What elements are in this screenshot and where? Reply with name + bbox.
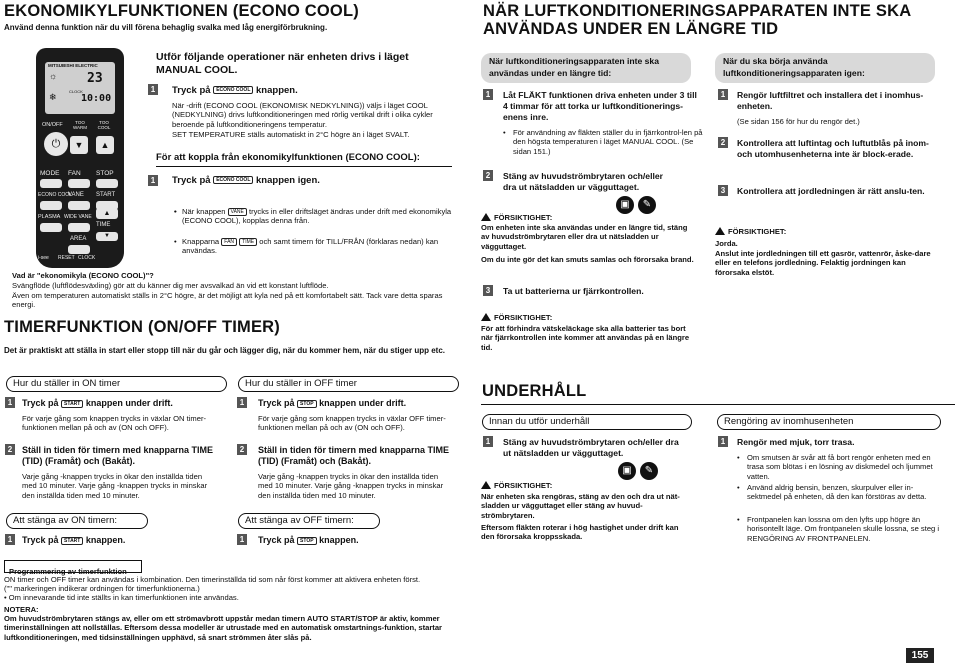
temp-down-button[interactable]: ▼ [70,136,88,154]
c2-step-2: Kontrollera att luftintag och luftutblås på inom- och utomhusenheterna inte är block-erade. [737,138,929,159]
econo-cancel-underline [156,166,452,167]
temp-up-button[interactable]: ▲ [96,136,114,154]
c1-step-3: Ta ut batterierna ur fjärrkontrollen. [503,286,644,296]
econo-bullet-1-b: trycks in eller driftsläget ändras under drift med ekonomikyla (ECONO COOL), kopplas denna från. [182,207,452,226]
breaker-icon: ▣ [616,196,634,214]
unplug-icon-2: ✎ [640,462,658,480]
remote-clock-label: CLOCK [69,89,83,94]
remote-control-illustration [36,48,124,268]
remote-temp: 23 [87,71,103,86]
page-number: 155 [906,648,934,663]
stop-button-icon-2: STOP [297,537,317,545]
area-button[interactable] [68,245,90,254]
ml-plug-icons [614,460,658,480]
programming-heading: Programmering av timerfunktion [9,567,127,576]
off-step-1-suffix: knappen under drift. [319,398,407,408]
econo-cool-subtitle: Använd denna funktion när du vill förena behaglig svalka med låg energiförbrukning. [4,23,328,32]
remote-brand: MITSUBISHI ELECTRIC [48,63,98,68]
c1-warn-head-text: FÖRSIKTIGHET: [494,213,553,222]
econo-bullet-2-mid: och [259,237,272,246]
mr-bullet-2: Använd aldrig bensin, benzen, skurpulver eller in-sektmedel på enheten, då den kan förstöras av detta. [747,483,927,502]
econo-bullet-1 [182,207,457,226]
onoff-button[interactable]: ⏻ [44,132,68,156]
ml-step-marker: 1 [483,436,493,447]
warning-icon [481,213,491,221]
snowflake-icon: ❄ [49,92,57,102]
warning-icon-4 [481,481,491,489]
off-step-2-desc: Varje gång -knappen trycks in ökar den inställda tiden med 10 minuter. Varje gång -knappen trycks in minskar den inställda tiden med 10 minuter. [258,472,444,500]
off-step-1 [258,398,406,409]
off-step-1-desc: För varje gång som knappen trycks in växlar OFF timer-funktionen mellan på och av (ON och OFF). [258,414,446,433]
maint-right-heading: Rengöring av inomhusenheten [717,414,941,430]
c2-warn-sub: Jorda. [715,239,738,248]
wide-vane-button[interactable] [68,223,90,232]
ml-step: Stäng av huvudströmbrytaren och/eller dra ut nätsladden ur vägguttaget. [503,437,679,458]
step-1-marker: 1 [148,84,158,95]
mr-bullet-1: Om smutsen är svår att få bort rengör enheten med en trasa som blötas i en lösning av diskmedel och ljummet vatten. [747,453,933,481]
plasma-label: PLASMA [38,214,61,220]
fan-button[interactable] [68,179,90,188]
c1-warn-text: Om enheten inte ska användas under en längre tid, stäng av huvudströmbrytaren eller dra ut nätsladden ur vägguttaget. [481,223,688,251]
mr-bullet-dot-2: • [737,483,740,492]
unplug-icon: ✎ [638,196,656,214]
time-back-button[interactable]: ▼ [96,232,118,241]
econo-cool-label: ECONO COOL [38,192,72,198]
econo-bullet-2 [182,237,457,256]
c2-step-3: Kontrollera att jordledningen är rätt anslu-ten. [737,186,925,196]
maint-left-heading: Innan du utför underhåll [482,414,692,430]
bullet-dot-2: • [174,237,177,246]
c2-warn-head-text: FÖRSIKTIGHET: [728,227,787,236]
fan-label: FAN [68,170,81,177]
on-step-1-suffix: knappen under drift. [85,398,173,408]
mr-bullet-3: Frontpanelen kan lossna om den lyfts upp högre än horisontellt läge. Om frontpanelen skulle lossna, se steg i RENGÖRING AV FRONTPANELEN. [747,515,940,543]
maintenance-title: UNDERHÅLL [482,382,587,400]
c1-warn2-head [481,313,552,322]
c1-bullet-dot: • [503,128,506,137]
time-button-icon: TIME [239,238,257,246]
on-step-1-prefix: Tryck på [22,398,59,408]
c2-step-2-marker: 2 [718,137,728,148]
timer-intro: Det är praktiskt att ställa in start eller stopp till när du går och lägger dig, när du kommer hem, när du stiger upp etc. [4,346,445,355]
econo-bullet-1-a: När knappen [182,207,226,216]
mr-step-marker: 1 [718,436,728,447]
plasma-button[interactable] [40,223,62,232]
c2-step-1-note: (Se sidan 156 för hur du rengör det.) [737,117,860,126]
clock-label: CLOCK [78,255,96,261]
on-step-2-title: Ställ in tiden för timern med knapparna TIME (TID) (Framåt) och (Bakåt). [22,445,214,466]
c2-step-1: Rengör luftfiltret och installera det i inomhus-enheten. [737,90,924,111]
time-label: TIME [96,222,111,228]
manual-cool-box-title: Utför följande operationer när enheten drivs i läget MANUAL COOL. [156,51,409,76]
econo-cancel-prefix: Tryck på [172,175,211,186]
on-step-2-desc: Varje gång -knappen trycks in ökar den inställda tiden med 10 minuter. Varje gång -knappen trycks in minskar den inställda tiden med 10 minuter. [22,472,208,500]
warning-icon-3 [715,227,725,235]
start-button-icon: START [61,400,83,408]
programming-text-3: • Om innevarande tid inte ställts in kan timerfunktionen inte användas. [4,593,239,602]
off-step-1-marker: 1 [237,397,247,408]
econo-answer-2: Även om temperaturen automatiskt ställs in 2°C högre, är det möjligt att kyla ned på ett komfortabelt sätt. Tack vare detta sparas energi. [12,291,443,310]
econo-step-1-suffix: knappen. [256,85,298,96]
off-cancel-step [258,535,359,546]
fan-button-icon: FAN [221,238,237,246]
sun-icon: ☼ [49,71,58,81]
warning-icon-2 [481,313,491,321]
bullet-dot-1: • [174,207,177,216]
stop-button-icon: STOP [297,400,317,408]
wide-vane-label: WIDE VANE [64,214,92,220]
c1-step-1-marker: 1 [483,89,493,100]
off-timer-heading: Hur du ställer in OFF timer [238,376,459,392]
stop-button[interactable] [96,179,118,188]
ml-warn-head [481,481,552,490]
c1-warn-text-2: Om du inte gör det kan smuts samlas och förorsaka brand. [481,255,694,264]
econo-step-1-prefix: Tryck på [172,85,211,96]
ml-warn-text-2: Eftersom fläkten roterar i hög hastighet under drift kan den förorsaka kroppsskada. [481,523,679,542]
programming-text-1: ON timer och OFF timer kan användas i kombination. Den timerinställda tid som når först kommer att aktivera enheten först. [4,575,421,584]
mode-label: MODE [40,170,60,177]
programming-text-2: ("" markeringen indikerar ordningen för timerfunktionerna.) [4,584,200,593]
on-step-1 [22,398,173,409]
long-term-col2-box: När du ska börja använda luftkonditioneringsapparaten igen: [715,53,935,83]
vane-button[interactable] [68,201,90,210]
off-step-2-marker: 2 [237,444,247,455]
econo-bullet-2-b: samt timern för TILL/FRÅN (förklaras nedan) kan användas. [182,237,439,256]
mr-bullet-dot-1: • [737,453,740,462]
c2-warn-head [715,227,786,236]
econo-step-1-desc2: SET TEMPERATURE ställs automatiskt in 2°C högre än i läget SVALT. [172,130,410,139]
off-cancel-suffix: knappen. [319,535,359,545]
model-label: i-see [38,255,49,261]
econo-cool-button[interactable] [40,201,62,210]
econo-step-1 [172,85,298,96]
c1-step-2: Stäng av huvudströmbrytaren och/eller dra ut nätsladden ur vägguttaget. [503,171,663,192]
stop-label: STOP [96,170,114,177]
cancel-step-marker: 1 [148,175,158,186]
c2-warn-text: Anslut inte jordledningen till ett gasrör, vattenrör, åske-dare eller en telefons jordledning. Felaktig jordningen kan förorsaka elstöt. [715,249,931,277]
c1-step-3-marker: 3 [483,285,493,296]
on-cancel-suffix: knappen. [85,535,126,545]
c1-step-2-marker: 2 [483,170,493,181]
econo-bullet-2-a: Knapparna [182,237,220,246]
on-step-1-marker: 1 [5,397,15,408]
start-button-icon-2: START [61,537,83,545]
long-term-title: NÄR LUFTKONDITIONERINGSAPPARATEN INTE SKA ANVÄNDAS UNDER EN LÄNGRE TID [483,2,911,38]
off-timer-cancel-heading: Att stänga av OFF timern: [238,513,380,529]
note-heading: NOTERA: [4,605,39,614]
c1-step-1: Låt FLÄKT funktionen driva enheten under 3 till 4 timmar för att torka ur luftkonditionerings-enens inre. [503,90,697,122]
maintenance-rule [481,404,955,405]
on-step-1-desc: För varje gång som knappen trycks in växlar ON timer-funktionen mellan på och av (ON och OFF). [22,414,207,433]
off-step-1-prefix: Tryck på [258,398,295,408]
on-timer-heading: Hur du ställer in ON timer [6,376,227,392]
econo-step-1-desc: När -drift (ECONO COOL (EKONOMISK NEDKYLNING)) väljs i läget COOL (NEDKYLNING) drivs luftkonditioneringen med rörlig vertikal drift i olika cykler beroende på luftkonditioneringens temperatur. [172,101,433,129]
vane-label: VANE [68,192,84,198]
area-label: AREA [70,236,87,242]
reset-label: RESET [58,255,75,261]
remote-display [45,62,115,114]
programming-heading-box [4,560,142,576]
c1-warn-head [481,213,552,222]
on-cancel-step [22,535,125,546]
on-step-2-marker: 2 [5,444,15,455]
econo-question: Vad är "ekonomikyla (ECONO COOL)"? [12,271,154,280]
on-cancel-prefix: Tryck på [22,535,59,545]
off-step-2-title: Ställ in tiden för timern med knapparna TIME (TID) (Framåt) och (Bakåt). [258,445,450,466]
c2-step-1-marker: 1 [718,89,728,100]
econo-cool-title: EKONOMIKYLFUNKTIONEN (ECONO COOL) [4,2,359,20]
c2-step-3-marker: 3 [718,185,728,196]
remote-time: 10:00 [81,93,112,104]
long-term-col1-box: När luftkonditioneringsapparaten inte ska användas under en längre tid: [481,53,691,83]
start-label: START [96,192,116,198]
econo-cancel-step [172,175,320,186]
econo-answer-1: Svängflöde (luftflödesväxling) gör att du känner dig mer avsvalkad än vid ett konstant luftflöde. [12,281,329,290]
econo-cool-button-icon-2: ECONO COOL [213,176,253,184]
breaker-icon-2: ▣ [618,462,636,480]
mr-step: Rengör med mjuk, torr trasa. [737,437,855,447]
c1-warn2-head-text: FÖRSIKTIGHET: [494,313,553,322]
note-text: Om huvudströmbrytaren stängs av, eller om ett strömavbrott uppstår medan timern AUTO START/STOP är aktiv, kommer timerinställningen att nollställas. Eftersom dessa modeller är utrustade med en automatisk omstartnings-funktion, startar luftkonditioneringen, med tidsinställningen upphävd, så snart strömmen åter slås på. [4,614,443,642]
vane-button-icon: VANE [228,208,247,216]
econo-cool-button-icon: ECONO COOL [213,86,253,94]
mode-button[interactable] [40,179,62,188]
econo-cancel-suffix: knappen igen. [256,175,320,186]
time-forward-button[interactable]: ▲ [96,208,118,219]
ml-warn-text-1: När enheten ska rengöras, stäng av den och dra ut nät-sladden ur vägguttaget eller stäng av huvud-strömbrytaren. [481,492,680,520]
on-timer-cancel-heading: Att stänga av ON timern: [6,513,148,529]
plug-icons [612,194,656,214]
ml-warn-head-text: FÖRSIKTIGHET: [494,481,553,490]
c1-step-1-bullet: För användning av fläkten ställer du in fjärrkontrol-len på den högsta temperaturen i läget MANUAL COOL. (Se sidan 151.) [513,128,703,156]
onoff-label: ON/OFF [42,122,63,128]
c1-warn2-text: För att förhindra vätskeläckage ska alla batterier tas bort när fjärrkontrollen inte kommer att användas på en längre tid. [481,324,690,352]
too-cool-label: TOO COOL [97,120,111,130]
mr-bullet-dot-3: • [737,515,740,524]
timer-title: TIMERFUNKTION (ON/OFF TIMER) [4,318,280,336]
on-cancel-marker: 1 [5,534,15,545]
off-cancel-marker: 1 [237,534,247,545]
econo-cancel-heading: För att koppla från ekonomikylfunktionen (ECONO COOL): [156,152,420,163]
too-warm-label: TOO WARM [72,120,88,130]
off-cancel-prefix: Tryck på [258,535,295,545]
